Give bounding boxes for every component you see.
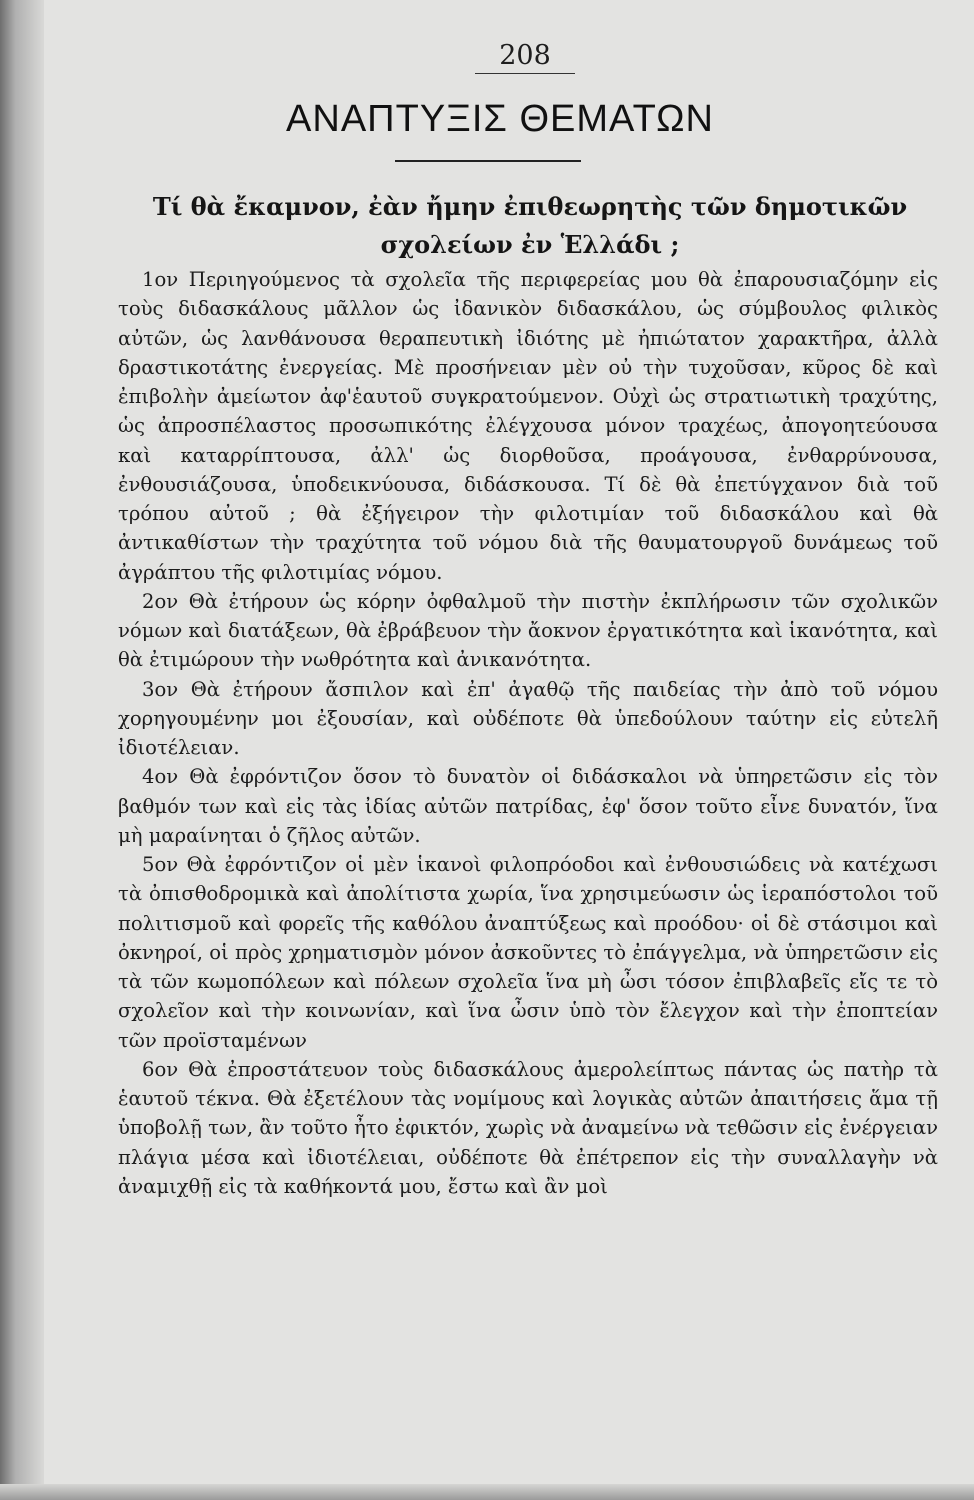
essay-question-title: Τί θὰ ἔκαμνον, ἐὰν ἤμην ἐπιθεωρητὴς τῶν δημοτικῶν σχολείων ἐν Ἑλλάδι ; [152,192,908,259]
paragraph-1: 1ον Περιηγούμενος τὰ σχολεῖα τῆς περιφερείας μου θὰ ἐπαρουσιαζόμην εἰς τοὺς διδασκάλους μᾶλλον ὡς ἰδανικὸν διδασκάλου, ὡς σύμβουλος φιλικὸς αὐτῶν, ὡς λανθάνουσα θεραπευτικὴ ἰδιότης μὲ ἠπιώτατον χαρακτῆρα, ἀλλὰ δραστικοτάτης ἐνεργείας. Μὲ προσήνειαν μὲν οὐ τὴν τυχοῦσαν, κῦρος δὲ καὶ ἐπιβολὴν ἀμείωτον ἀφ'ἑαυτοῦ συγκρατούμενον. Οὐχὶ ὡς στρατιωτικὴ τραχύτης, ὡς ἀπροσπέλαστος προσωπικότης ἐλέγχουσα μόνον τραχέως, ἀπογοητεύουσα καὶ καταρρίπτουσα, ἀλλ' ὡς διορθοῦσα, προάγουσα, ἐνθαρρύνουσα, ἐνθουσιάζουσα, ὑποδεικνύουσα, διδάσκουσα. Τί δὲ θὰ ἐπετύγχανον διὰ τοῦ τρόπου αὐτοῦ ; θὰ ἐξήγειρον τὴν φιλοτιμίαν τοῦ διδασκάλου καὶ θὰ ἀντικαθίστων τὴν τραχύτητα τοῦ νόμου διὰ τῆς θαυματουργοῦ δυνάμεως τοῦ ἀγράπτου τῆς φιλοτιμίας νόμου. [118,268,938,584]
binding-shadow [0,0,44,1500]
paragraph-5: 5ον Θὰ ἐφρόντιζον οἱ μὲν ἱκανοὶ φιλοπρόοδοι καὶ ἐνθουσιώδεις νὰ κατέχωσι τὰ ὀπισθοδρομικὰ καὶ ἀπολίτιστα χωρία, ἵνα χρησιμεύωσιν ὡς ἱεραπόστολοι τοῦ πολιτισμοῦ καὶ φορεῖς τῆς καθόλου ἀναπτύξεως καὶ προόδου· οἱ δὲ στάσιμοι καὶ ὀκνηροί, οἱ πρὸς χρηματισμὸν μόνον ἀσκοῦντες τὸ ἐπάγγελμα, νὰ ὑπηρετῶσιν εἰς τὰ τῶν κωμοπόλεων καὶ πόλεων σχολεῖα ἵνα μὴ ὦσι τόσον ἐπιβλαβεῖς εἴς τε τὸ σχολεῖον καὶ τὴν κοινωνίαν, καὶ ἵνα ὦσιν ὑπὸ τὸν ἔλεγχον καὶ τὴν ἐποπτείαν τῶν προϊσταμένων [118,853,938,1052]
paragraph-6: 6ον Θὰ ἐπροστάτευον τοὺς διδασκάλους ἀμερολείπτως πάντας ὡς πατὴρ τὰ ἑαυτοῦ τέκνα. Θὰ ἐξετέλουν τὰς νομίμους καὶ λογικὰς αὐτῶν ἀπαιτήσεις ἅμα τῇ ὑποβολῇ των, ἂν τοῦτο ἦτο ἐφικτόν, χωρὶς νὰ ἀναμείνω νὰ τεθῶσιν εἰς ἐνέργειαν πλάγια μέσα καὶ ἰδιοτέλειαι, οὐδέποτε θὰ ἐπέτρεπον εἰς τὴν συναλλαγὴν νὰ ἀναμιχθῇ εἰς τὰ καθήκοντά μου, ἔστω καὶ ἂν μοὶ [118,1057,938,1198]
essay-body [118,265,938,1201]
page-number: 208 [499,40,551,71]
page-number-rule [475,73,575,74]
section-title: ΑΝΑΠΤΥΞΙΣ ΘΕΜΑΤΩΝ [286,98,714,140]
paragraph-2: 2ον Θὰ ἐτήρουν ὡς κόρην ὀφθαλμοῦ τὴν πιστὴν ἐκπλήρωσιν τῶν σχολικῶν νόμων καὶ διατάξεων, θὰ ἐβράβευον τὴν ἄοκνον ἐργατικότητα καὶ ἱκανότητα, καὶ θὰ ἐτιμώρουν τὴν νωθρότητα καὶ ἀνικανότητα. [118,589,938,672]
page-bottom-edge [0,1484,974,1500]
paragraph-4: 4ον Θὰ ἐφρόντιζον ὅσον τὸ δυνατὸν οἱ διδάσκαλοι νὰ ὑπηρετῶσιν εἰς τὸν βαθμόν των καὶ εἰς τὰς ἰδίας αὐτῶν πατρίδας, ἐφ' ὅσον τοῦτο εἶνε δυνατόν, ἵνα μὴ μαραίνηται ὁ ζῆλος αὐτῶν. [118,765,938,847]
title-rule [395,160,581,162]
paragraph-3: 3ον Θὰ ἐτήρουν ἄσπιλον καὶ ἐπ' ἀγαθῷ τῆς παιδείας τὴν ἀπὸ τοῦ νόμου χορηγουμένην μοι ἐξουσίαν, καὶ οὐδέποτε θὰ ὑπεδούλουν ταύτην εἰς εὐτελῆ ἰδιοτέλειαν. [118,677,938,759]
